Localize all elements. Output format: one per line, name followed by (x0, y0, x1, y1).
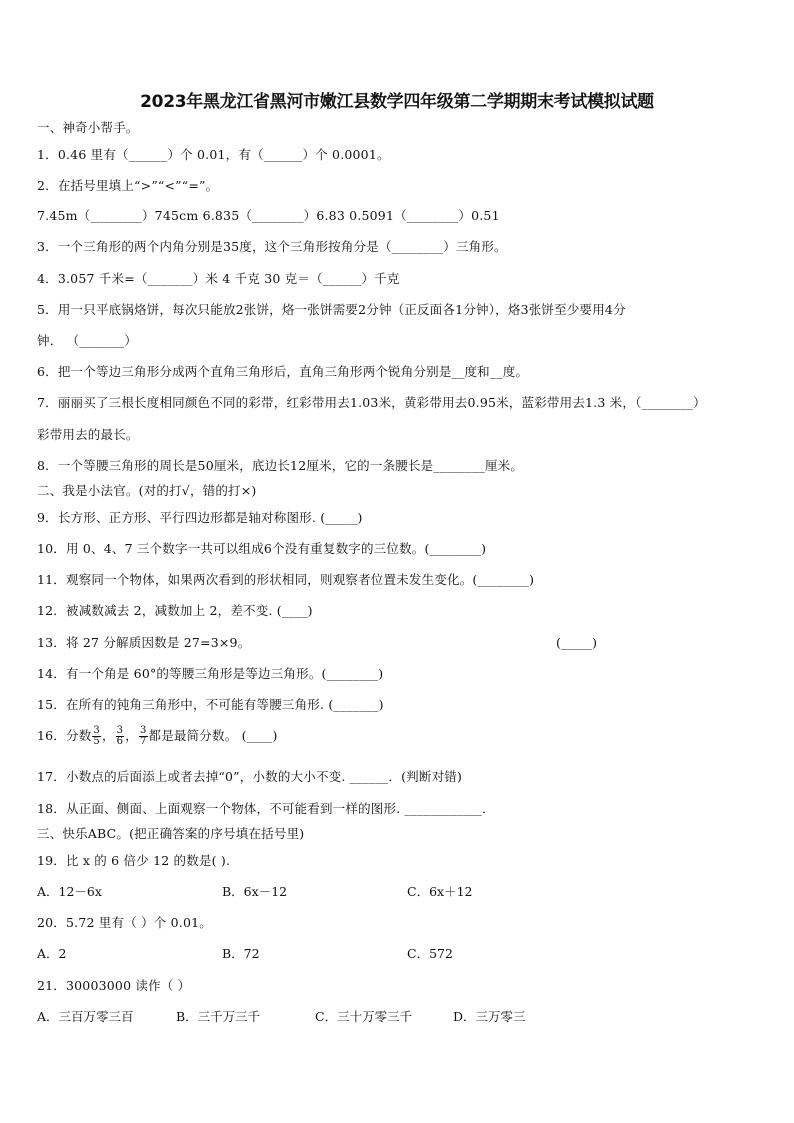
question-1: 1．0.46 里有（______）个 0.01，有（______）个 0.0001。 (37, 147, 390, 162)
question-4: 4．3.057 千米=（_______）米 4 千克 30 克＝（______）千克 (37, 271, 400, 286)
question-5-line-1: 5．用一只平底锅烙饼，每次只能放2张饼，烙一张饼需要2分钟（正反面各1分钟），烙3张饼至少要用4分 (37, 302, 626, 317)
question-15: 15．在所有的钝角三角形中，不可能有等腰三角形. (_______) (37, 697, 384, 712)
fraction-numerator: 3 (139, 725, 147, 736)
question-21-option-a: A．三百万零三百 (37, 1009, 134, 1024)
separator: ， (101, 728, 115, 743)
fraction-denominator: 7 (139, 736, 147, 747)
section-heading-3: 三、快乐ABC。(把正确答案的序号填在括号里) (37, 826, 305, 841)
question-5-line-2: 钟． （_______） (37, 333, 138, 348)
question-16-prefix: 16．分数 (37, 728, 92, 743)
question-20-option-b: B．72 (222, 946, 260, 961)
question-13: 13．将 27 分解质因数是 27=3×9。 (37, 635, 251, 650)
question-16-suffix: 都是最简分数。 (____) (148, 728, 278, 743)
question-2: 2．在括号里填上“>”“<”“=”。 (37, 178, 219, 193)
separator: ， (125, 728, 138, 743)
fraction-denominator: 5 (93, 736, 100, 747)
fraction-3-7 (139, 726, 148, 747)
question-2-items: 7.45m（________）745cm 6.835（________）6.83 0.5091（________）0.51 (37, 208, 500, 223)
question-20: 20．5.72 里有（ ）个 0.01。 (37, 915, 212, 930)
question-7-line-2: 彩带用去的最长。 (37, 427, 139, 442)
fraction-3-6 (116, 726, 125, 747)
question-19-option-b: B．6x－12 (222, 884, 288, 899)
question-16 (37, 726, 278, 747)
question-6: 6．把一个等边三角形分成两个直角三角形后，直角三角形两个锐角分别是__度和__度。 (37, 364, 529, 379)
question-21-option-d: D．三万零三 (453, 1009, 526, 1024)
question-21-option-c: C．三十万零三千 (315, 1009, 413, 1024)
question-10: 10．用 0、4、7 三个数字一共可以组成6个没有重复数字的三位数。(________) (37, 541, 487, 556)
question-14: 14．有一个角是 60°的等腰三角形是等边三角形。(________) (37, 666, 384, 681)
section-heading-1: 一、神奇小帮手。 (37, 120, 139, 135)
question-19-option-a: A．12－6x (37, 884, 102, 899)
question-7-line-1: 7．丽丽买了三根长度相同颜色不同的彩带，红彩带用去1.03米，黄彩带用去0.95米，蓝彩带用去1.3 米，（________） (37, 395, 706, 410)
question-9: 9．长方形、正方形、平行四边形都是轴对称图形. (_____) (37, 510, 363, 525)
question-12: 12．被减数减去 2，减数加上 2，差不变. (____) (37, 603, 313, 618)
question-21-option-b: B．三千万三千 (176, 1009, 261, 1024)
question-3: 3．一个三角形的两个内角分别是35度，这个三角形按角分是（________）三角形。 (37, 239, 507, 254)
fraction-numerator: 3 (93, 725, 100, 736)
question-20-option-a: A．2 (37, 946, 67, 961)
question-19-option-c: C．6x＋12 (407, 884, 473, 899)
question-8: 8．一个等腰三角形的周长是50厘米，底边长12厘米，它的一条腰长是________厘米。 (37, 458, 524, 473)
question-13-blank: (_____) (556, 635, 598, 650)
question-17: 17．小数点的后面添上或者去掉“0”，小数的大小不变. ______．(判断对错) (37, 769, 463, 784)
fraction-numerator: 3 (116, 725, 124, 736)
question-21: 21．30003000 读作（ ） (37, 978, 191, 993)
question-19: 19．比 x 的 6 倍少 12 的数是( ). (37, 853, 231, 868)
section-heading-2: 二、我是小法官。(对的打√，错的打×) (37, 483, 257, 498)
fraction-3-5 (92, 726, 101, 747)
fraction-denominator: 6 (116, 736, 124, 747)
page-title: 2023年黑龙江省黑河市嫩江县数学四年级第二学期期末考试模拟试题 (140, 92, 654, 112)
question-18: 18．从正面、侧面、上面观察一个物体，不可能看到一样的图形. ____________． (37, 801, 495, 816)
question-11: 11．观察同一个物体，如果两次看到的形状相同，则观察者位置未发生变化。(________) (37, 572, 535, 587)
question-20-option-c: C．572 (407, 946, 453, 961)
